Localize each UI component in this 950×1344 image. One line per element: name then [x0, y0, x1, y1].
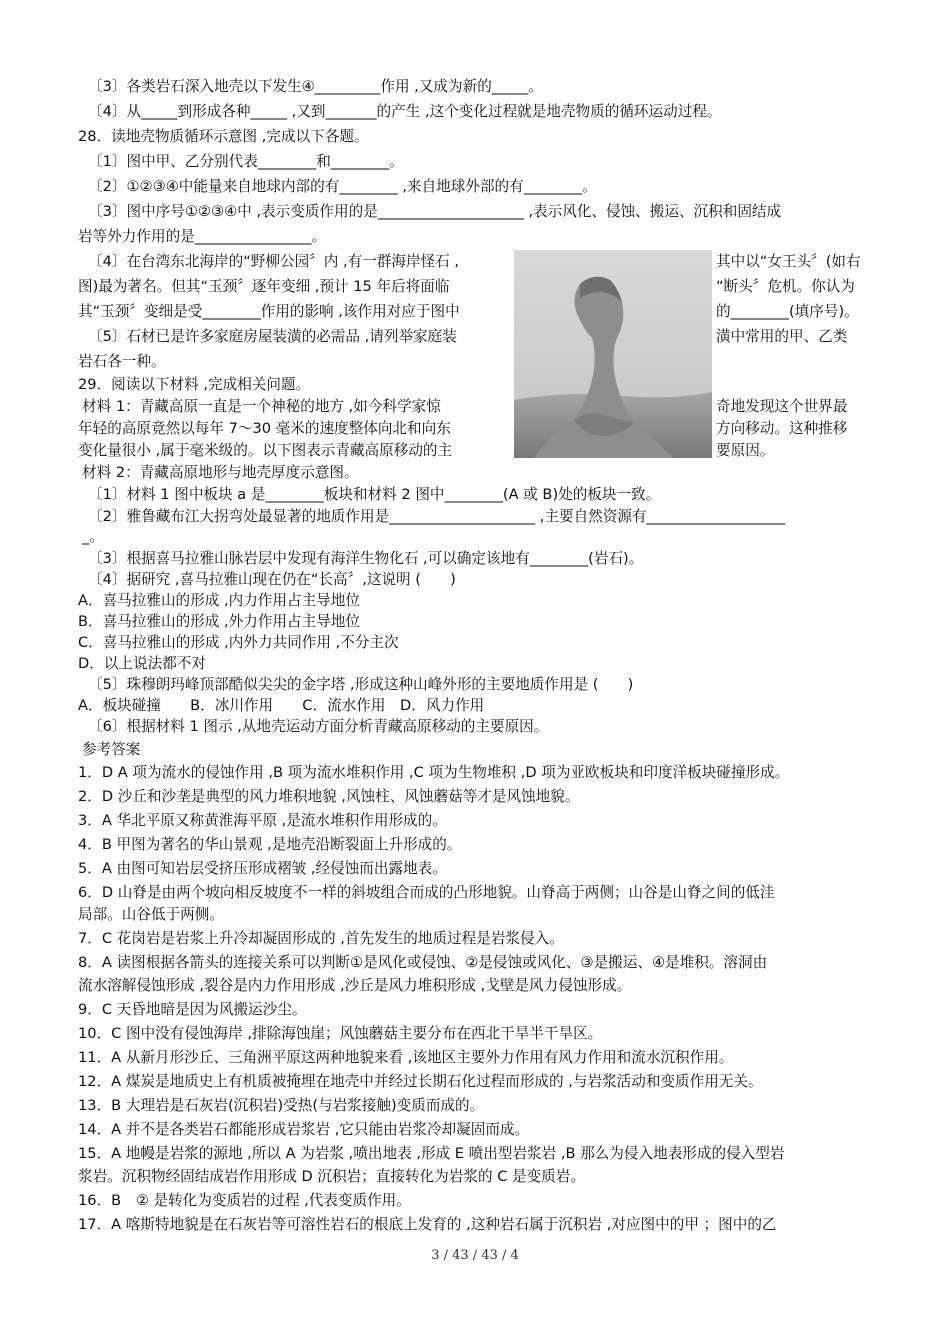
answer-line: 17．A 喀斯特地貌是在石灰岩等可溶性岩石的根底上发育的 ,这种岩石属于沉积岩 ,对应图中的甲 ；图中的乙: [78, 1216, 777, 1233]
answer-line: 流水溶解侵蚀形成 ,裂谷是内力作用形成 ,沙丘是风力堆积形成 ,戈壁是风力侵蚀形成。: [78, 977, 632, 994]
answers-title: 参考答案: [82, 741, 141, 758]
text-line: 其中以“女王头〞(如右: [716, 253, 861, 270]
text-line: 〔2〕雅鲁藏布江大拐弯处最显著的地质作用是____________________ ,主要自然资源有___________________: [88, 508, 786, 525]
text-line: 〔1〕材料 1 图中板块 a 是________板块和材料 2 图中________(A 或 B)处的板块一致。: [88, 486, 661, 503]
answer-line: 6．D 山脊是由两个坡向相反坡度不一样的斜坡组合而成的凸形地貌。山脊高于两侧；山谷是山脊之间的低洼: [78, 884, 775, 901]
option-d: D．以上说法都不对: [78, 655, 206, 672]
answer-line: 13．B 大理岩是石灰岩(沉积岩)受热(与岩浆接触)变质而成的。: [78, 1097, 485, 1114]
question-heading: 29．阅读以下材料 ,完成相关问题。: [78, 376, 311, 393]
text-line: 图)最为著名。但其“玉颈〞逐年变细 ,预计 15 年后将面临: [78, 278, 450, 295]
text-line: 岩等外力作用的是________________。: [78, 228, 327, 245]
answer-line: 2．D 沙丘和沙垄是典型的风力堆积地貌 ,风蚀柱、风蚀蘑菇等才是风蚀地貌。: [78, 788, 580, 805]
text-line: 〔3〕各类岩石深入地壳以下发生④_________作用 ,又成为新的_____。: [88, 78, 543, 95]
text-line: 材料 2：青藏高原地形与地壳厚度示意图。: [82, 464, 359, 481]
answer-line: 12．A 煤炭是地质史上有机质被掩埋在地壳中并经过长期石化过程而形成的 ,与岩浆活动和变质作用无关。: [78, 1073, 763, 1090]
text-line: 〔5〕石材已是许多家庭房屋装潢的必需品 ,请列举家庭装: [88, 328, 457, 345]
answer-line: 15．A 地幔是岩浆的源地 ,所以 A 为岩浆 ,喷出地表 ,形成 E 喷出型岩浆岩 ,B 那么为侵入地表形成的侵入型岩: [78, 1145, 785, 1162]
answer-line: 16．B ② 是转化为变质岩的过程 ,代表变质作用。: [78, 1192, 411, 1209]
answer-line: 浆岩。沉积物经固结成岩作用形成 D 沉积岩；直接转化为岩浆的 C 是变质岩。: [78, 1168, 585, 1185]
text-line: 要原因。: [716, 442, 775, 459]
question-heading: 28．读地壳物质循环示意图 ,完成以下各题。: [78, 128, 369, 145]
answer-line: 局部。山谷低于两侧。: [78, 906, 224, 923]
options-line: A．板块碰撞 B．冰川作用 C．流水作用 D．风力作用: [78, 697, 485, 714]
text-line: 〔5〕珠穆朗玛峰顶部酷似尖尖的金字塔 ,形成这种山峰外形的主要地质作用是 ( ): [88, 676, 634, 693]
text-line: 其“玉颈〞变细是受________作用的影响 ,该作用对应于图中: [78, 303, 460, 320]
answer-line: 10．C 图中没有侵蚀海岸 ,排除海蚀崖；风蚀蘑菇主要分布在西北干旱半干旱区。: [78, 1025, 603, 1042]
text-line: 变化量很小 ,属于毫米级的。以下图表示青藏高原移动的主: [78, 442, 453, 459]
text-line: 〔3〕根据喜马拉雅山脉岩层中发现有海洋生物化石 ,可以确定该地有________(岩石)。: [88, 550, 644, 567]
answer-line: 1．D A 项为流水的侵蚀作用 ,B 项为流水堆积作用 ,C 项为生物堆积 ,D 项为亚欧板块和印度洋板块碰撞形成。: [78, 764, 790, 781]
text-line: 〔3〕图中序号①②③④中 ,表示变质作用的是____________________ ,表示风化、侵蚀、搬运、沉积和固结成: [88, 203, 782, 220]
text-line: 材料 1：青藏高原一直是一个神秘的地方 ,如今科学家惊: [82, 398, 441, 415]
text-line: 年轻的高原竟然以每年 7～30 毫米的速度整体向北和向东: [78, 420, 451, 437]
answer-line: 11．A 从新月形沙丘、三角洲平原这两种地貌来看 ,该地区主要外力作用有风力作用和流水沉积作用。: [78, 1049, 734, 1066]
option-a: A．喜马拉雅山的形成 ,内力作用占主导地位: [78, 592, 360, 609]
answer-line: 7．C 花岗岩是岩浆上升冷却凝固形成的 ,首先发生的地质过程是岩浆侵入。: [78, 930, 564, 947]
option-c: C．喜马拉雅山的形成 ,内外力共同作用 ,不分主次: [78, 634, 399, 651]
text-line: 〔2〕①②③④中能量来自地球内部的有________ ,来自地球外部的有________。: [88, 178, 597, 195]
text-line: “断头〞危机。你认为: [716, 278, 855, 295]
text-line: 的________(填序号)。: [716, 303, 859, 320]
answer-line: 4．B 甲图为著名的华山景观 ,是地壳沿断裂面上升形成的。: [78, 836, 462, 853]
text-line: 方向移动。这种推移: [716, 420, 848, 437]
answer-line: 3．A 华北平原又称黄淮海平原 ,是流水堆积作用形成的。: [78, 812, 447, 829]
option-b: B．喜马拉雅山的形成 ,外力作用占主导地位: [78, 613, 360, 630]
text-line: 潢中常用的甲、乙类: [716, 328, 848, 345]
text-line: _。: [82, 528, 104, 545]
text-line: 岩石各一种。: [78, 353, 166, 370]
page-number: 3 / 43 / 43 / 4: [431, 1248, 519, 1263]
text-line: 奇地发现这个世界最: [716, 398, 848, 415]
text-line: 〔4〕从_____到形成各种_____ ,又到_______的产生 ,这个变化过程就是地壳物质的循环运动过程。: [88, 103, 722, 120]
answer-line: 14．A 并不是各类岩石都能形成岩浆岩 ,它只能由岩浆冷却凝固而成。: [78, 1121, 530, 1138]
text-line: 〔1〕图中甲、乙分别代表________和________。: [88, 153, 404, 170]
answer-line: 8．A 读图根据各箭头的连接关系可以判断①是风化或侵蚀、②是侵蚀或风化、③是搬运、④是堆积。溶洞由: [78, 954, 768, 971]
answer-line: 5．A 由图可知岩层受挤压形成褶皱 ,经侵蚀而出露地表。: [78, 860, 447, 877]
answer-line: 9．C 天昏地暗是因为风搬运沙尘。: [78, 1001, 307, 1018]
text-line: 〔6〕根据材料 1 图示 ,从地壳运动方面分析青藏高原移动的主要原因。: [88, 718, 549, 735]
text-line: 〔4〕在台湾东北海岸的“野柳公园〞内 ,有一群海岸怪石 ,: [88, 253, 460, 270]
text-line: 〔4〕据研究 ,喜马拉雅山现在仍在“长高〞,这说明 ( ): [88, 571, 456, 588]
queens-head-rock-photo: [514, 250, 712, 458]
